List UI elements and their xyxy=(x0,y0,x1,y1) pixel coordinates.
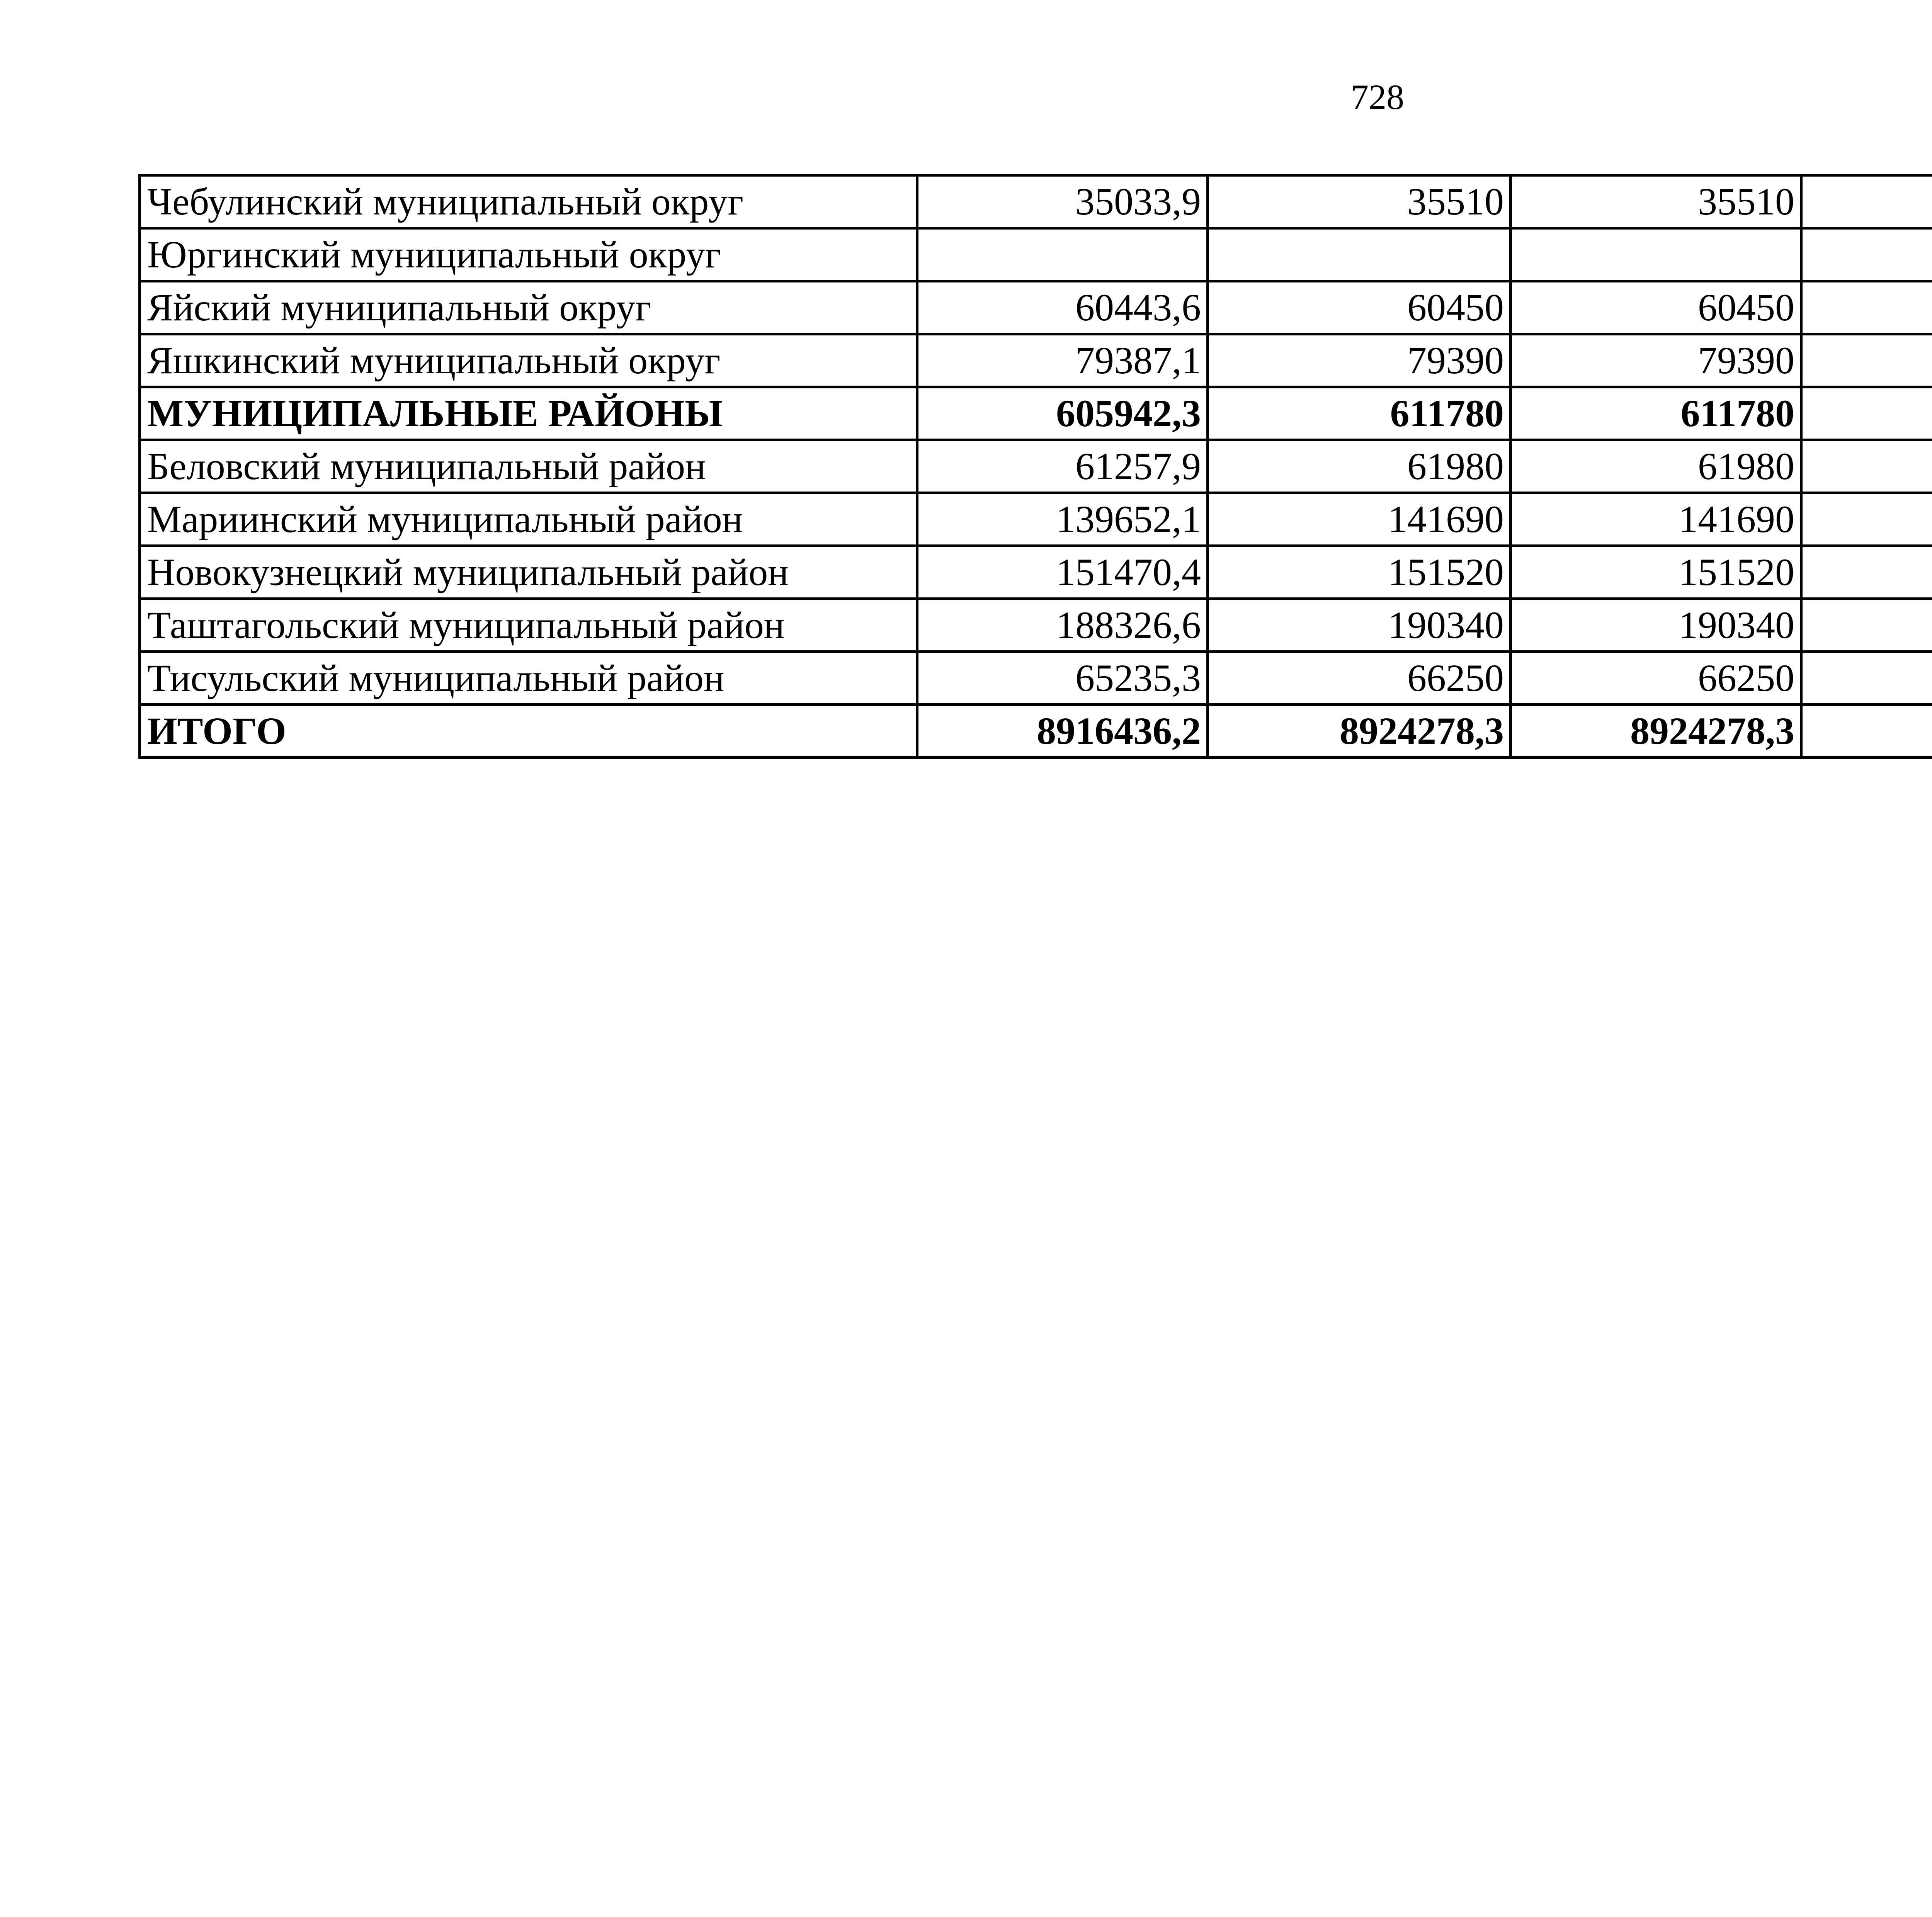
value-cell: 65235,3 xyxy=(917,652,1208,705)
row-name-cell: Таштагольский муниципальный район xyxy=(140,599,917,652)
table-row xyxy=(140,493,1932,546)
row-name-cell: МУНИЦИПАЛЬНЫЕ РАЙОНЫ xyxy=(140,387,917,440)
value-cell: 611780 xyxy=(1511,387,1801,440)
table-row xyxy=(140,440,1932,493)
value-cell: 141690 xyxy=(1511,493,1801,546)
row-name-cell: Юргинский муниципальный округ xyxy=(140,228,917,281)
row-name-cell: Новокузнецкий муниципальный район xyxy=(140,546,917,599)
table-row xyxy=(140,652,1932,705)
value-cell: 66250 xyxy=(1511,652,1801,705)
value-cell xyxy=(1801,387,1932,440)
table-row xyxy=(140,334,1932,387)
value-cell: 61980 xyxy=(1208,440,1511,493)
table-row xyxy=(140,175,1932,228)
table-row xyxy=(140,228,1932,281)
value-cell xyxy=(1208,228,1511,281)
row-name-cell: Яшкинский муниципальный округ xyxy=(140,334,917,387)
value-cell: 8916436,2 xyxy=(917,705,1208,758)
value-cell: 60450 xyxy=(1208,281,1511,334)
value-cell: 151520 xyxy=(1511,546,1801,599)
row-name-cell: ИТОГО xyxy=(140,705,917,758)
value-cell xyxy=(1511,228,1801,281)
value-cell: 60450 xyxy=(1511,281,1801,334)
value-cell xyxy=(1801,175,1932,228)
value-cell xyxy=(1801,228,1932,281)
value-cell: 190340 xyxy=(1511,599,1801,652)
table-body xyxy=(140,175,1932,758)
value-cell: 139652,1 xyxy=(917,493,1208,546)
value-cell xyxy=(1801,599,1932,652)
value-cell xyxy=(1801,652,1932,705)
value-cell xyxy=(1801,334,1932,387)
value-cell: 66250 xyxy=(1208,652,1511,705)
value-cell xyxy=(1801,440,1932,493)
value-cell: 605942,3 xyxy=(917,387,1208,440)
value-cell: 151520 xyxy=(1208,546,1511,599)
row-name-cell: Яйский муниципальный округ xyxy=(140,281,917,334)
row-name-cell: Мариинский муниципальный район xyxy=(140,493,917,546)
table-row xyxy=(140,546,1932,599)
value-cell: 141690 xyxy=(1208,493,1511,546)
value-cell: 35510 xyxy=(1511,175,1801,228)
value-cell: 188326,6 xyxy=(917,599,1208,652)
value-cell: 79390 xyxy=(1208,334,1511,387)
value-cell xyxy=(1801,281,1932,334)
table-row xyxy=(140,599,1932,652)
value-cell: 61980 xyxy=(1511,440,1801,493)
value-cell xyxy=(1801,705,1932,758)
value-cell: 611780 xyxy=(1208,387,1511,440)
table-row xyxy=(140,387,1932,440)
row-name-cell: Чебулинский муниципальный округ xyxy=(140,175,917,228)
value-cell: 60443,6 xyxy=(917,281,1208,334)
value-cell: 8924278,3 xyxy=(1208,705,1511,758)
value-cell: 8924278,3 xyxy=(1511,705,1801,758)
budget-table xyxy=(138,174,1932,759)
value-cell: 35510 xyxy=(1208,175,1511,228)
value-cell: 151470,4 xyxy=(917,546,1208,599)
value-cell xyxy=(917,228,1208,281)
value-cell: 79387,1 xyxy=(917,334,1208,387)
value-cell xyxy=(1801,546,1932,599)
table-row xyxy=(140,705,1932,758)
value-cell: 35033,9 xyxy=(917,175,1208,228)
page-number: 728 xyxy=(1351,77,1404,117)
value-cell xyxy=(1801,493,1932,546)
row-name-cell: Тисульский муниципальный район xyxy=(140,652,917,705)
value-cell: 190340 xyxy=(1208,599,1511,652)
value-cell: 61257,9 xyxy=(917,440,1208,493)
value-cell: 79390 xyxy=(1511,334,1801,387)
table-row xyxy=(140,281,1932,334)
row-name-cell: Беловский муниципальный район xyxy=(140,440,917,493)
